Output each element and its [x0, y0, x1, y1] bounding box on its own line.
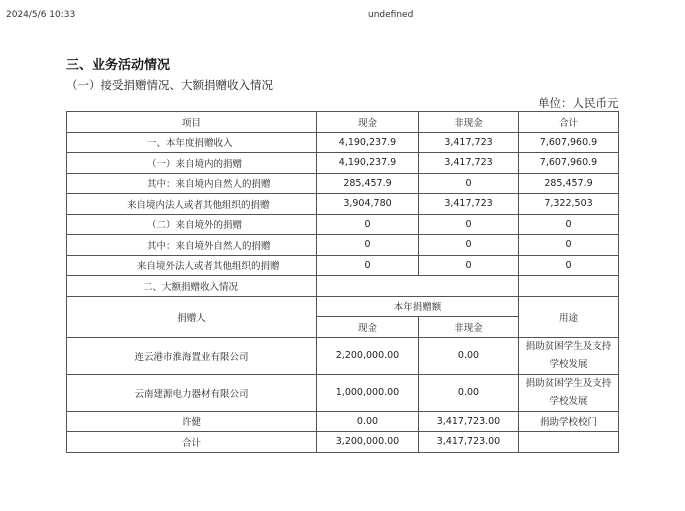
row-noncash: 3,417,723 — [419, 194, 519, 215]
donor-row — [67, 337, 619, 374]
row-item: （一）来自境内的捐赠 — [67, 153, 317, 174]
row-cash: 0 — [317, 255, 419, 276]
total-noncash: 3,417,723.00 — [419, 432, 519, 453]
row-noncash: 0 — [419, 255, 519, 276]
donor-name: 云南建源电力器材有限公司 — [67, 374, 317, 411]
donor-cash: 0.00 — [317, 411, 419, 432]
donor-cash: 1,000,000.00 — [317, 374, 419, 411]
row-item: （二）来自境外的捐赠 — [67, 214, 317, 235]
donor-name: 连云港市淮海置业有限公司 — [67, 337, 317, 374]
donor-row — [67, 374, 619, 411]
section-title: 三、业务活动情况 — [66, 58, 171, 73]
table-row — [67, 173, 619, 194]
donor-name: 许健 — [67, 411, 317, 432]
print-timestamp: 2024/5/6 10:33 — [6, 10, 76, 20]
large-donation-section-title: 二、大额捐赠收入情况 — [67, 276, 317, 297]
column-header-item: 项目 — [67, 112, 317, 133]
donor-usage: 捐助贫困学生及支持学校发展 — [519, 337, 619, 374]
row-noncash: 0 — [419, 235, 519, 256]
table-row — [67, 214, 619, 235]
row-total: 0 — [519, 214, 619, 235]
print-header-title: undefined — [368, 10, 414, 20]
row-total: 285,457.9 — [519, 173, 619, 194]
large-donation-header-row — [67, 296, 619, 317]
donor-row — [67, 411, 619, 432]
column-header-total: 合计 — [519, 112, 619, 133]
table-row — [67, 255, 619, 276]
row-cash: 3,904,780 — [317, 194, 419, 215]
row-total: 7,607,960.9 — [519, 153, 619, 174]
table-row — [67, 153, 619, 174]
row-total: 7,322,503 — [519, 194, 619, 215]
donation-table — [66, 111, 619, 453]
donor-noncash: 0.00 — [419, 337, 519, 374]
currency-unit: 单位：人民币元 — [538, 96, 619, 110]
donor-usage: 捐助学校校门 — [519, 411, 619, 432]
row-cash: 4,190,237.9 — [317, 132, 419, 153]
row-noncash: 3,417,723 — [419, 132, 519, 153]
row-cash: 0 — [317, 214, 419, 235]
row-total: 0 — [519, 235, 619, 256]
row-noncash: 3,417,723 — [419, 153, 519, 174]
row-item: 一、本年度捐赠收入 — [67, 132, 317, 153]
row-item: 其中：来自境外自然人的捐赠 — [67, 235, 317, 256]
row-noncash: 0 — [419, 173, 519, 194]
row-cash: 4,190,237.9 — [317, 153, 419, 174]
donor-cash: 2,200,000.00 — [317, 337, 419, 374]
column-header-noncash: 非现金 — [419, 112, 519, 133]
row-cash: 285,457.9 — [317, 173, 419, 194]
row-item: 其中：来自境内自然人的捐赠 — [67, 173, 317, 194]
table-row — [67, 132, 619, 153]
amount-header: 本年捐赠额 — [317, 296, 519, 317]
total-row — [67, 432, 619, 453]
row-total: 0 — [519, 255, 619, 276]
cash-header: 现金 — [317, 317, 419, 338]
donor-usage: 捐助贫困学生及支持学校发展 — [519, 374, 619, 411]
table-row — [67, 194, 619, 215]
donor-noncash: 3,417,723.00 — [419, 411, 519, 432]
large-donation-section-row — [67, 276, 619, 297]
usage-header: 用途 — [519, 296, 619, 337]
subsection-title: （一）接受捐赠情况、大额捐赠收入情况 — [66, 78, 273, 92]
column-header-cash: 现金 — [317, 112, 419, 133]
donor-noncash: 0.00 — [419, 374, 519, 411]
table-row — [67, 235, 619, 256]
noncash-header: 非现金 — [419, 317, 519, 338]
row-item: 来自境内法人或者其他组织的捐赠 — [67, 194, 317, 215]
donor-header: 捐赠人 — [67, 296, 317, 337]
row-noncash: 0 — [419, 214, 519, 235]
total-usage — [519, 432, 619, 453]
total-label: 合计 — [67, 432, 317, 453]
total-cash: 3,200,000.00 — [317, 432, 419, 453]
table-header-row — [67, 112, 619, 133]
row-total: 7,607,960.9 — [519, 132, 619, 153]
row-cash: 0 — [317, 235, 419, 256]
row-item: 来自境外法人或者其他组织的捐赠 — [67, 255, 317, 276]
